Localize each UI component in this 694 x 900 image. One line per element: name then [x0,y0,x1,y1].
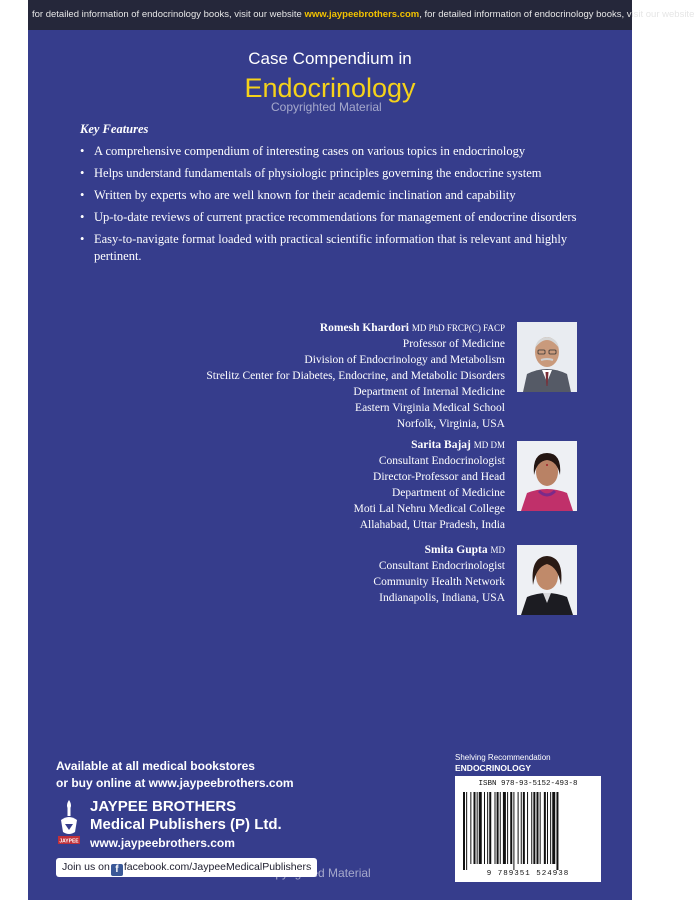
author-line: Norfolk, Virginia, USA [396,418,505,430]
author-photo-khardori [517,322,577,392]
barcode-bar [487,792,488,864]
publisher-name-line2: Medical Publishers (P) Ltd. [90,816,282,833]
barcode-bar [513,792,514,870]
bullet-icon: • [80,144,85,158]
barcode-bar [474,792,476,864]
feature-text: Up-to-date reviews of current practice recommendations for management of endocrine disorders [94,210,577,224]
bullet-icon: • [80,188,85,202]
author-line: Division of Endocrinology and Metabolism [304,354,505,366]
author-line: Professor of Medicine [402,338,505,350]
bullet-icon: • [80,166,85,180]
barcode-bar [477,792,478,864]
barcode-bar [533,792,535,864]
barcode-digits: 9 789351 524938 [486,870,570,878]
portrait-woman-icon [517,441,577,511]
author-line: Department of Medicine [391,487,505,499]
publisher-website[interactable]: www.jaypeebrothers.com [90,836,235,850]
bullet-icon: • [80,210,85,224]
feature-item [80,231,590,265]
shelving-value: ENDOCRINOLOGY [455,763,532,773]
barcode-bar [507,792,508,864]
book-title-line2: Endocrinology [244,73,416,103]
key-features-list [80,143,590,270]
isbn-number: ISBN 978-93-5152-493-8 [478,780,578,788]
author-line: Community Health Network [373,576,505,588]
author-line: Consultant Endocrinologist [378,455,505,467]
author-credentials: MD DM [473,440,505,450]
facebook-url[interactable]: facebook.com/JaypeeMedicalPublishers [123,861,312,873]
barcode-bar [466,792,467,870]
top-banner [28,0,694,30]
author-details [373,542,505,606]
feature-item [80,165,590,182]
publisher-name-line1: JAYPEE BROTHERS [90,798,237,815]
author-line: Strelitz Center for Diabetes, Endocrine, and Metabolic Disorders [206,370,505,382]
author-line: Allahabad, Uttar Pradesh, India [359,519,505,531]
barcode-bar [527,792,528,864]
author-name: Sarita Bajaj [411,439,471,451]
availability-info [56,758,294,792]
barcode-bar [547,792,548,864]
feature-text: Written by experts who are well known for their academic inclination and capability [94,188,516,202]
author-line: Indianapolis, Indiana, USA [379,592,505,604]
isbn-barcode [455,776,601,882]
author-line: Department of Internal Medicine [353,386,505,398]
barcode-bar [470,792,471,864]
availability-line1: Available at all medical bookstores [56,759,255,773]
portrait-man-icon [517,322,577,392]
feature-text: Easy-to-navigate format loaded with practical scientific information that is relevant and highly pertinent. [94,232,568,263]
author-credentials: MD [490,545,505,555]
shelving-label: Shelving Recommendation [455,753,551,762]
barcode-bars [461,792,595,870]
author-photo-gupta [517,545,577,615]
copyright-watermark-bottom: Copyrighted Material [260,866,371,880]
barcode-bar [484,792,485,864]
barcode-bar [497,792,499,864]
author-photo-bajaj [517,441,577,511]
feature-text: A comprehensive compendium of interesting cases on various topics in endocrinology [94,144,526,158]
feature-text: Helps understand fundamentals of physiologic principles governing the endocrine system [94,166,542,180]
author-line: Director-Professor and Head [373,471,505,483]
barcode-bar [550,792,551,864]
portrait-woman-icon [517,545,577,615]
shelving-recommendation [455,752,551,774]
copyright-watermark: Copyrighted Material [271,100,382,114]
join-prefix: Join us on [62,861,110,873]
key-features-heading: Key Features [80,122,149,136]
barcode-bar [540,792,541,864]
barcode-bar [489,792,491,864]
book-title-line1: Case Compendium in [248,49,412,68]
bullet-icon: • [80,232,85,246]
banner-website-link[interactable]: www.jaypeebrothers.com [304,9,420,20]
author-block-khardori [28,320,505,430]
feature-item [80,209,590,226]
facebook-icon: f [111,864,123,876]
barcode-bar [463,792,465,870]
barcode-bar [544,792,546,864]
feature-item [80,187,590,204]
availability-line2: or buy online at www.jaypeebrothers.com [56,776,294,790]
author-details [354,437,505,533]
author-line: Consultant Endocrinologist [378,560,505,572]
author-credentials: MD PhD FRCP(C) FACP [411,323,505,333]
author-block-bajaj [28,437,505,531]
author-line: Eastern Virginia Medical School [355,402,505,414]
barcode-bar [552,792,555,864]
jaypee-logo-icon [56,798,82,850]
barcode-bar [479,792,482,864]
barcode-bar [537,792,539,864]
author-name: Smita Gupta [424,544,488,556]
barcode-bar [495,792,496,864]
barcode-bar [518,792,519,864]
barcode-bar [523,792,525,864]
barcode-bar [531,792,532,864]
author-block-gupta [28,542,505,602]
logo-label: JAYPEE [59,838,79,845]
author-name: Romesh Khardori [319,322,409,334]
banner-text-2: , for detailed information of endocrinology books, visit our website [419,9,694,20]
publisher-info [90,798,282,852]
barcode-bar [503,792,506,864]
barcode-bar [500,792,501,864]
banner-text-1: for detailed information of endocrinology books, visit our website [32,9,305,20]
barcode-bar [521,792,522,864]
barcode-bar [510,792,512,864]
barcode-bar [556,792,558,870]
author-line: Moti Lal Nehru Medical College [353,503,505,515]
book-back-cover [28,0,694,900]
feature-item [80,143,590,160]
author-details [206,320,505,432]
